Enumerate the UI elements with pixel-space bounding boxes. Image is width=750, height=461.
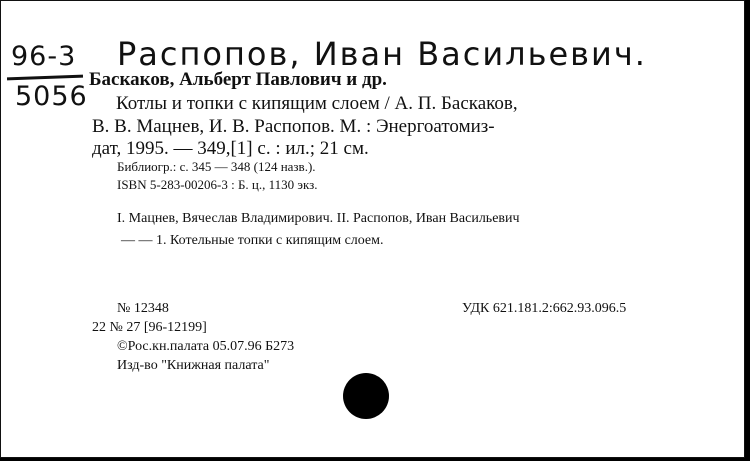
title-line-2: В. В. Мацнев, И. В. Распопов. М. : Энергоатомиз-: [92, 116, 495, 137]
publisher-line: Изд-во "Книжная палата": [117, 358, 270, 373]
tracing-line-1: I. Мацнев, Вячеслав Владимирович. II. Распопов, Иван Васильевич: [117, 211, 520, 226]
udk-code: УДК 621.181.2:662.93.096.5: [462, 301, 627, 316]
copyright-line: ©Рос.кн.палата 05.07.96 Б273: [117, 339, 295, 354]
shelf-mark-bottom: 5056: [15, 81, 88, 112]
record-number-2: 22 № 27 [96-12199]: [92, 320, 207, 335]
tracing-line-2: — — 1. Котельные топки с кипящим слоем.: [121, 233, 384, 248]
handwritten-author: Распопов, Иван Васильевич.: [117, 35, 647, 73]
scan-edge: [745, 0, 750, 461]
record-number: № 12348: [117, 301, 169, 316]
punch-hole: [343, 373, 389, 419]
heading-author: Баскаков, Альберт Павлович и др.: [89, 69, 387, 90]
bibliography-note: Библиогр.: с. 345 — 348 (124 назв.).: [117, 159, 316, 174]
shelf-mark-top: 96-3: [11, 41, 77, 72]
title-line-1: Котлы и топки с кипящим слоем / А. П. Баскаков,: [116, 93, 518, 114]
isbn-note: ISBN 5-283-00206-3 : Б. ц., 1130 экз.: [117, 177, 318, 192]
shelf-mark-divider: [7, 75, 83, 81]
title-line-3: дат, 1995. — 349,[1] с. : ил.; 21 см.: [92, 138, 369, 159]
